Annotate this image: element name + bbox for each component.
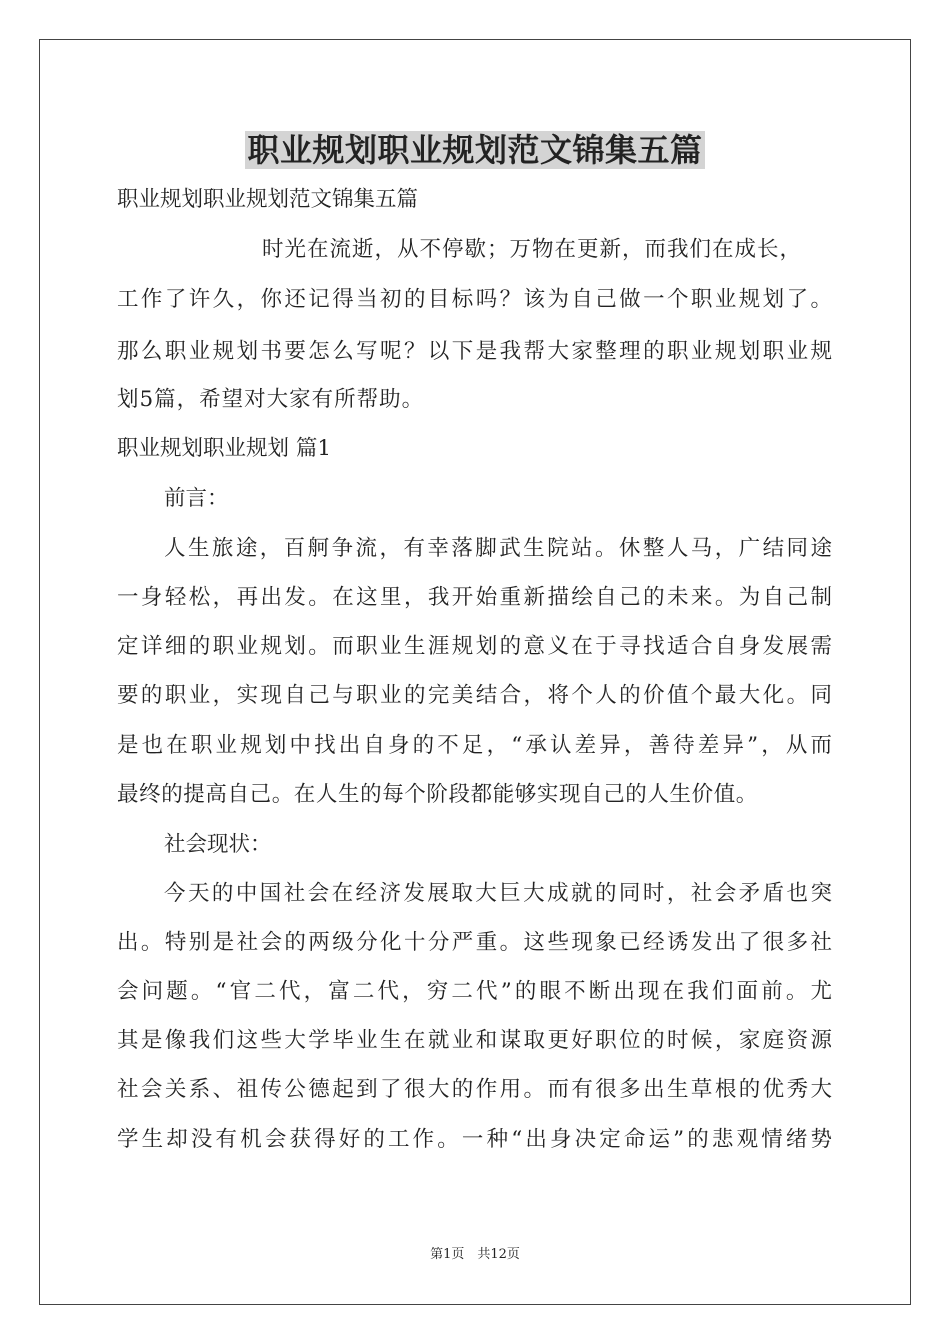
body-line: 会问题。“官二代，富二代，穷二代”的眼不断出现在我们面前。尤 [117,979,832,1004]
body-line: 划5篇，希望对大家有所帮助。 [117,387,425,412]
section-heading: 职业规划职业规划 篇1 [117,436,332,461]
body-line: 最终的提高自己。在人生的每个阶段都能够实现自己的人生价值。 [117,782,758,807]
body-line: 社会关系、祖传公德起到了很大的作用。而有很多出生草根的优秀大 [117,1077,832,1102]
body-line: 那么职业规划书要怎么写呢？以下是我帮大家整理的职业规划职业规 [117,339,832,364]
paragraph-label: 社会现状： [164,832,272,857]
page-border [39,39,911,1305]
body-line: 要的职业，实现自己与职业的完美结合，将个人的价值个最大化。同 [117,683,832,708]
body-line: 工作了许久，你还记得当初的目标吗？该为自己做一个职业规划了。 [117,287,832,312]
document-title: 职业规划职业规划范文锦集五篇 [247,131,703,169]
body-line: 一身轻松，再出发。在这里，我开始重新描绘自己的未来。为自己制 [117,585,832,610]
document-subtitle: 职业规划职业规划范文锦集五篇 [117,187,419,212]
body-line: 人生旅途，百舸争流，有幸落脚武生院站。休整人马，广结同途 [164,536,832,561]
body-line: 今天的中国社会在经济发展取大巨大成就的同时，社会矛盾也突 [164,881,832,906]
paragraph-label: 前言： [164,486,229,511]
body-line: 定详细的职业规划。而职业生涯规划的意义在于寻找适合自身发展需 [117,634,832,659]
body-line: 出。特别是社会的两级分化十分严重。这些现象已经诱发出了很多社 [117,930,832,955]
body-line: 其是像我们这些大学毕业生在就业和谋取更好职位的时候，家庭资源 [117,1028,832,1053]
body-line: 学生却没有机会获得好的工作。一种“出身决定命运”的悲观情绪势 [117,1127,832,1152]
page-number: 第1页 共12页 [430,1247,520,1262]
body-line: 是也在职业规划中找出自身的不足，“承认差异，善待差异”，从而 [117,733,832,758]
body-line: 时光在流逝，从不停歇；万物在更新，而我们在成长， [262,237,803,262]
